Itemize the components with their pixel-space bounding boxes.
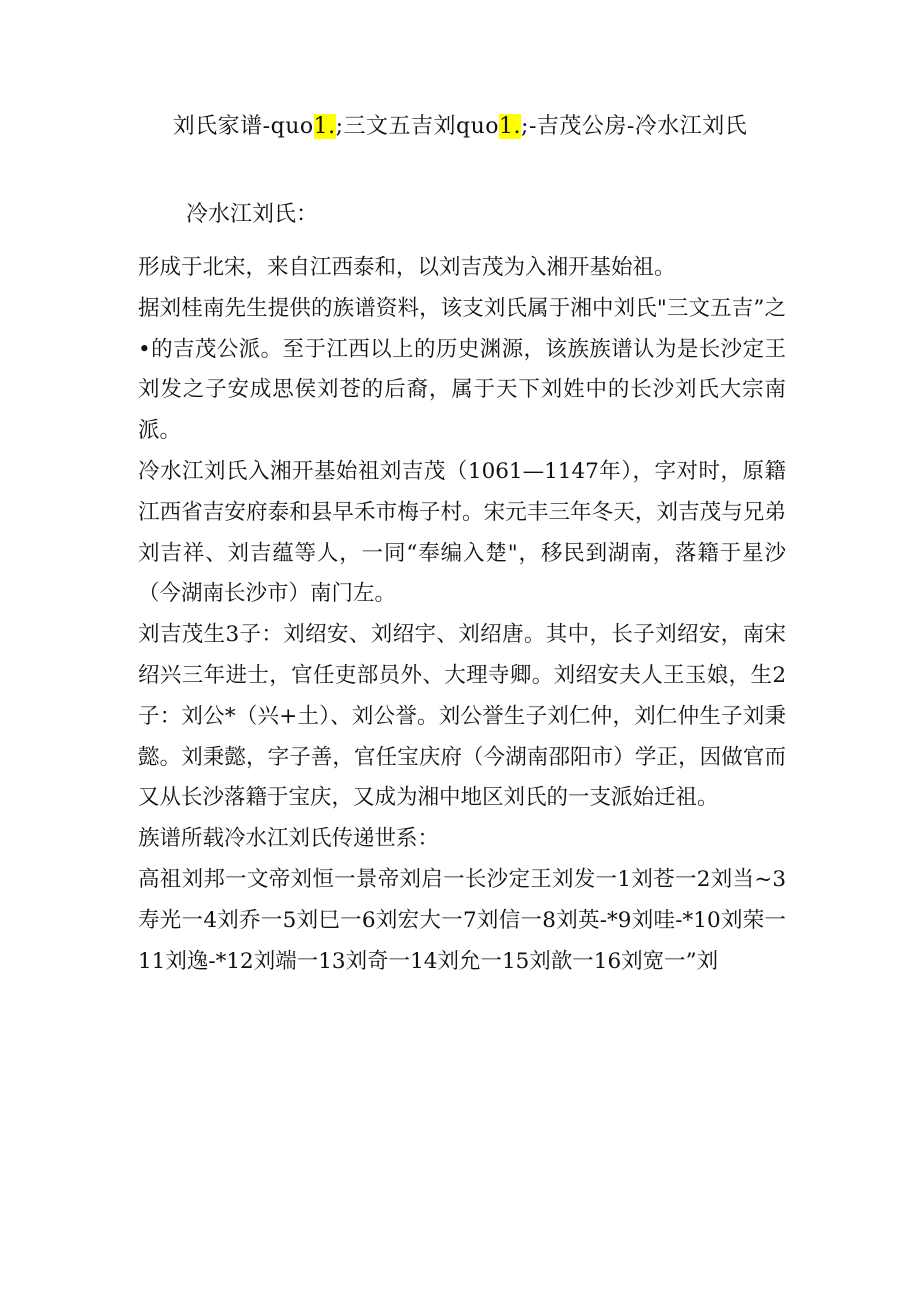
title-part-3: ;-吉茂公房-冷水江刘氏 <box>521 114 748 139</box>
document-body <box>138 248 786 982</box>
paragraph-lineage: 据刘桂南先生提供的族谱资料，该支刘氏属于湘中刘氏"三文五吉”之•的吉茂公派。至于江西以上的历史渊源，该族族谱认为是长沙定王刘发之子安成思侯刘苍的后裔，属于天下刘姓中的长沙刘氏大宗南派。 <box>138 295 786 444</box>
title-highlight-2: 1. <box>499 114 522 139</box>
title-highlight-1: 1. <box>313 114 336 139</box>
paragraph-origin: 形成于北宋，来自江西泰和，以刘吉茂为入湘开基始祖。 <box>138 255 676 280</box>
paragraph-genealogy-chain: 高祖刘邦一文帝刘恒一景帝刘启一长沙定王刘发一1刘苍一2刘当~3寿光一4刘乔一5刘巳一6刘宏大一7刘信一8刘英-*9刘哇-*10刘荣一11刘逸-*12刘端一13刘奇一14刘允一15刘歆一16刘宽一”刘 <box>138 866 786 974</box>
document-title <box>0 112 920 142</box>
section-heading: 冷水江刘氏： <box>186 202 319 227</box>
title-part-1: 刘氏家谱-quo <box>172 114 314 139</box>
title-part-2: ;三文五吉刘quo <box>335 114 500 139</box>
paragraph-genealogy-heading: 族谱所载冷水江刘氏传递世系： <box>138 826 440 852</box>
paragraph-descendants: 刘吉茂生3子：刘绍安、刘绍宇、刘绍唐。其中，长子刘绍安，南宋绍兴三年进士，官任吏部员外、大理寺卿。刘绍安夫人王玉娘，生2子：刘公*（兴+土）、刘公誉。刘公誉生子刘仁仲，刘仁仲生子刘秉懿。刘秉懿，字子善，官任宝庆府（今湖南邵阳市）学正，因做官而又从长沙落籍于宝庆，又成为湘中地区刘氏的一支派始迁祖。 <box>138 622 786 811</box>
paragraph-founder: 冷水江刘氏入湘开基始祖刘吉茂（1061—1147年），字对时，原籍江西省吉安府泰和县早禾市梅子村。宋元丰三年冬天，刘吉茂与兄弟刘吉祥、刘吉蕴等人，一同“奉编入楚"，移民到湖南，落籍于星沙（今湖南长沙市）南门左。 <box>138 458 786 607</box>
